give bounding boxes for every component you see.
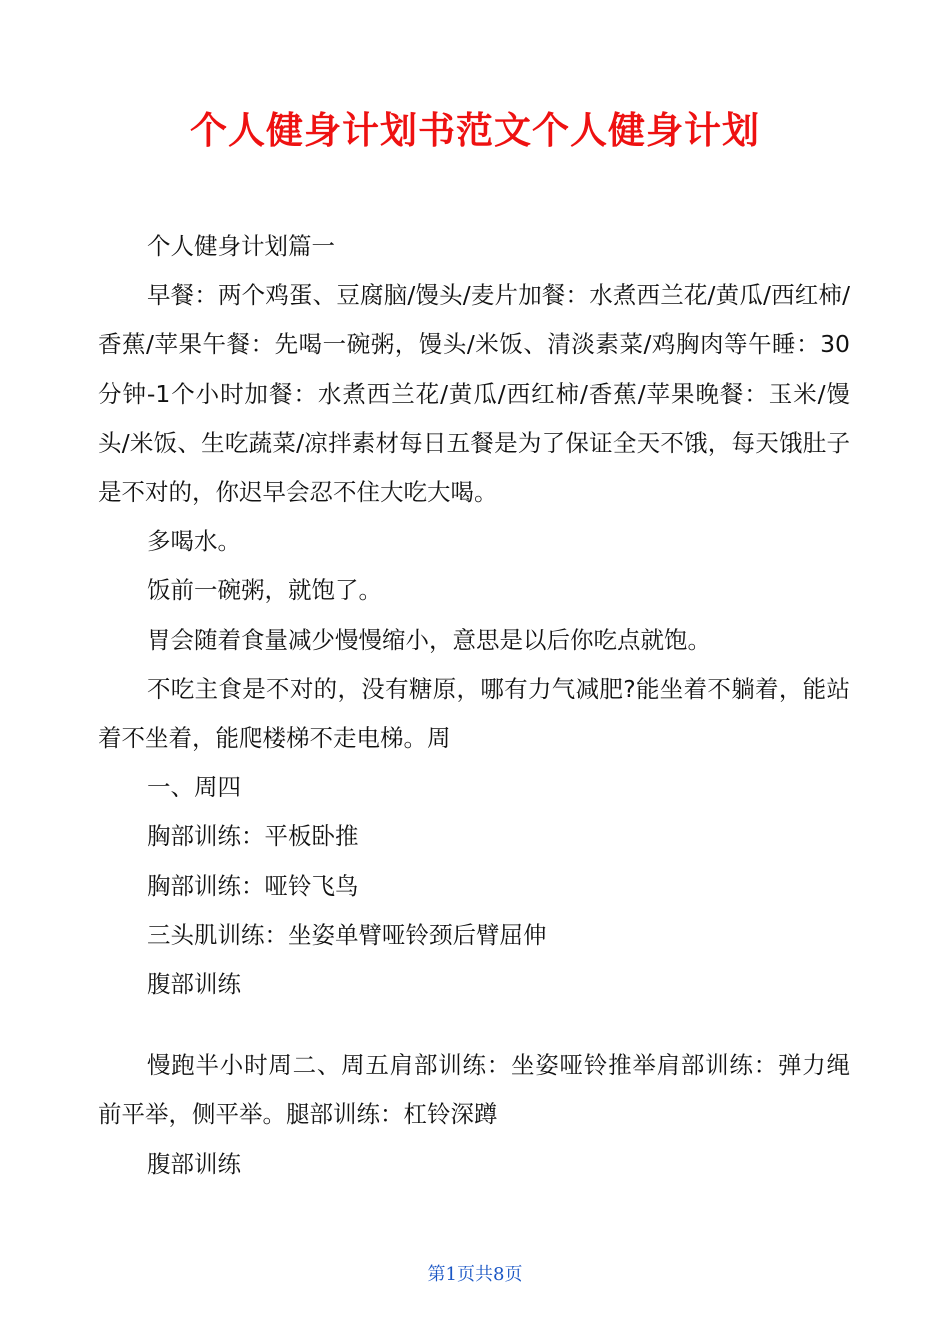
paragraph-meal-plan: 早餐：两个鸡蛋、豆腐脑/馒头/麦片加餐：水煮西兰花/黄瓜/西红柿/香蕉/苹果午餐：先喝一碗粥，馒头/米饭、清淡素菜/鸡胸肉等午睡：30分钟-1个小时加餐：水煮西兰花/黄瓜/西红柿/香蕉/苹果晚餐：玉米/馒头/米饭、生吃蔬菜/凉拌素材每日五餐是为了保证全天不饿，每天饿肚子是不对的，你迟早会忍不住大吃大喝。 [98,281,850,507]
paragraph-water: 多喝水。 [147,527,241,556]
paragraph-stomach: 胃会随着食量减少慢慢缩小，意思是以后你吃点就饱。 [147,625,711,654]
paragraph-heading: 个人健身计划篇一 [147,232,335,260]
paragraph-abs-2: 腹部训练 [147,1149,241,1178]
document-body [98,222,850,1189]
paragraph-chest-press: 胸部训练：平板卧推 [147,822,359,851]
document-title: 个人健身计划书范文个人健身计划 [190,108,760,152]
paragraph-gap [98,1009,850,1041]
paragraph-triceps: 三头肌训练：坐姿单臂哑铃颈后臂屈伸 [147,920,547,949]
paragraph-days-2-5: 慢跑半小时周二、周五肩部训练：坐姿哑铃推举肩部训练：弹力绳前平举，侧平举。腿部训练：杠铃深蹲 [98,1051,850,1129]
paragraph-staple-food: 不吃主食是不对的，没有糖原，哪有力气减肥?能坐着不躺着，能站着不坐着，能爬楼梯不走电梯。周 [98,674,850,753]
paragraph-chest-fly: 胸部训练：哑铃飞鸟 [147,871,359,900]
paragraph-porridge: 饭前一碗粥，就饱了。 [147,576,382,605]
page-number-footer: 第1页共8页 [427,1264,523,1285]
paragraph-days-1-4: 一、周四 [147,773,241,802]
paragraph-abs-1: 腹部训练 [147,970,241,999]
